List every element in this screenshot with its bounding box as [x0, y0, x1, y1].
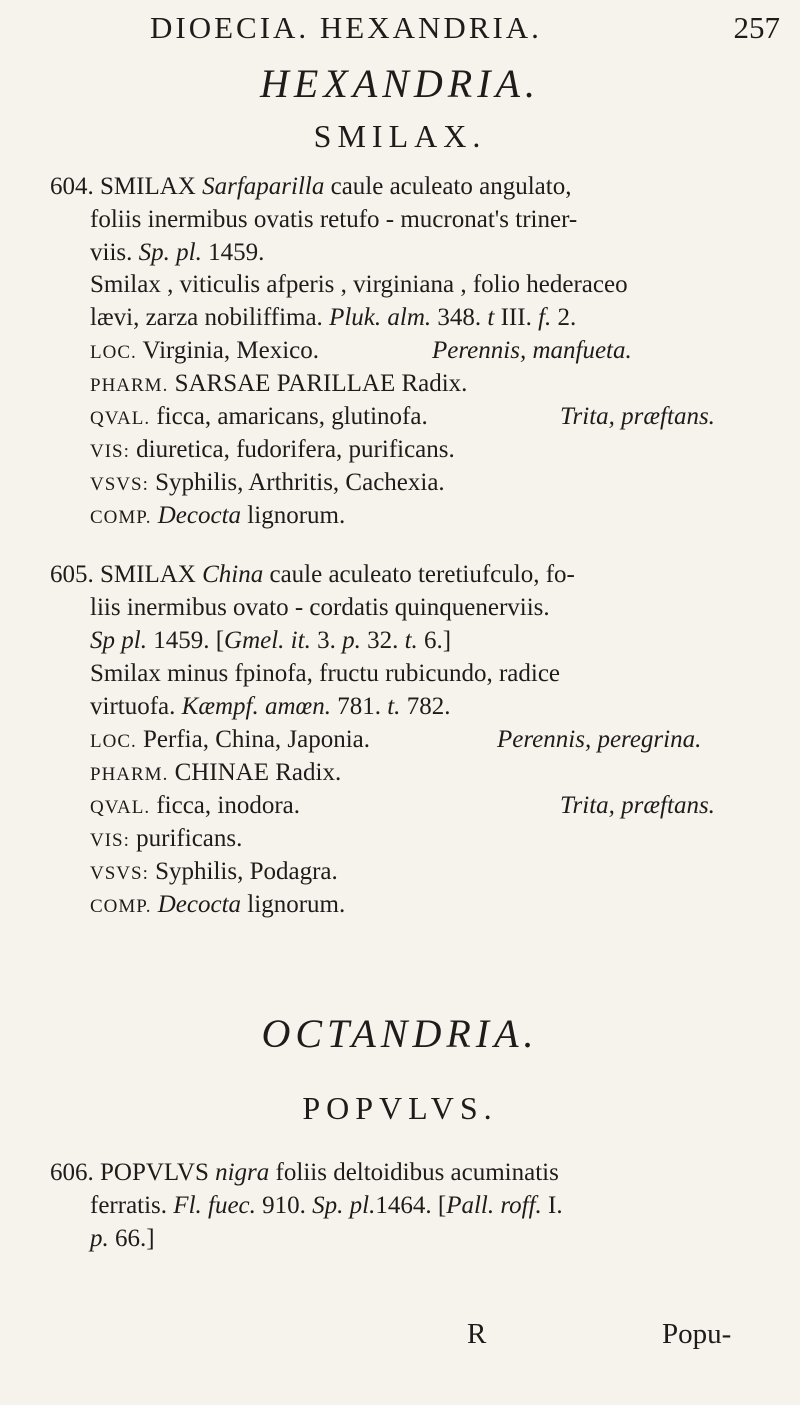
citation: t.	[404, 627, 418, 654]
entry-line-pharm	[90, 758, 341, 790]
field-label: VSVS:	[90, 474, 149, 495]
text-run: ficca, inodora.	[150, 792, 301, 819]
text-run: Virginia, Mexico.	[136, 337, 320, 364]
entry-line-qval	[90, 791, 300, 823]
entry-line	[50, 172, 571, 202]
entry-line-loc	[90, 336, 319, 368]
entry-line	[90, 659, 560, 689]
page-footer	[0, 1318, 800, 1358]
class-heading-octandria: OCTANDRIA.	[261, 1011, 539, 1056]
running-title: DIOECIA. HEXANDRIA.	[150, 10, 542, 45]
citation: Sp. pl.	[312, 1192, 376, 1219]
citation: t	[487, 304, 495, 331]
text-run: Smilax , viticulis afperis , virginiana , folio hederaceo	[90, 271, 628, 298]
text-run: caule aculeato teretiufculo, fo-	[263, 561, 575, 588]
text-run: foliis inermibus ovatis retufo - mucronat's triner-	[90, 206, 578, 233]
entry-line-vsvs	[90, 468, 445, 500]
text-run: SMILAX	[100, 173, 203, 200]
entry-number: 604.	[50, 173, 94, 200]
citation: Fl. fuec.	[173, 1192, 256, 1219]
text-run: 1464. [	[375, 1192, 447, 1219]
text-run: 32.	[360, 627, 405, 654]
entry-line	[90, 1224, 155, 1254]
species-name: nigra	[215, 1159, 270, 1186]
text-run: Syphilis, Podagra.	[148, 858, 338, 885]
entry-number: 605.	[50, 561, 94, 588]
text-run: 2.	[551, 304, 577, 331]
entry-line	[90, 205, 577, 235]
field-label: PHARM.	[90, 375, 169, 396]
field-label: QVAL.	[90, 408, 151, 429]
entry-line	[90, 238, 264, 268]
field-label: LOC.	[90, 342, 137, 363]
text-run: foliis deltoidibus acuminatis	[269, 1159, 559, 1186]
text-run: lignorum.	[241, 502, 346, 529]
field-label: VSVS:	[90, 863, 149, 884]
genus-heading-smilax: SMILAX.	[313, 118, 487, 154]
entry-line-loc	[90, 725, 370, 757]
text-run: 1459. [	[146, 627, 225, 654]
field-label: VIS:	[90, 441, 130, 462]
text-run: 66.]	[108, 1225, 155, 1252]
text-run: 3.	[310, 627, 343, 654]
text-run: Smilax minus fpinofa, fructu rubicundo, radice	[90, 660, 561, 687]
text-run: SARSAE PARILLAE Radix.	[168, 370, 468, 397]
entry-line-vsvs	[90, 857, 338, 889]
text-run: SMILAX	[100, 561, 203, 588]
text-run: 781.	[330, 693, 388, 720]
catchword: Popu-	[662, 1318, 732, 1350]
citation: p.	[90, 1225, 109, 1252]
text-run: I.	[541, 1192, 563, 1219]
entry-line	[90, 593, 550, 623]
text-run: POPVLVS	[100, 1159, 216, 1186]
field-label: LOC.	[90, 731, 137, 752]
text-run: 1459.	[201, 239, 265, 266]
citation: p.	[342, 627, 361, 654]
field-label: PHARM.	[90, 764, 169, 785]
field-label: COMP.	[90, 896, 152, 917]
entry-line	[90, 692, 450, 722]
citation: Sp pl.	[90, 627, 147, 654]
entry-note: Perennis, manfueta.	[432, 337, 632, 364]
field-label: COMP.	[90, 507, 152, 528]
entry-line	[90, 626, 451, 656]
text-run: CHINAE Radix.	[168, 759, 342, 786]
text-run: viis.	[90, 239, 139, 266]
citation: Sp. pl.	[138, 239, 202, 266]
genus-heading-populus: POPVLVS.	[302, 1090, 498, 1126]
text-run: diuretica, fudorifera, purificans.	[129, 436, 455, 463]
citation: Kæmpf. amœn.	[181, 693, 331, 720]
entry-line-comp	[90, 501, 345, 533]
citation: t.	[387, 693, 401, 720]
entry-line-qval	[90, 402, 428, 434]
text-run: lævi, zarza nobiliffima.	[90, 304, 330, 331]
text-run: 348.	[431, 304, 488, 331]
entry-line	[90, 1191, 563, 1221]
field-label: VIS:	[90, 830, 130, 851]
species-name: China	[202, 561, 264, 588]
text-run: III.	[494, 304, 539, 331]
entry-line	[50, 560, 575, 590]
text-run: Decocta	[151, 502, 242, 529]
citation: Pluk. alm.	[329, 304, 432, 331]
entry-line-comp	[90, 890, 345, 922]
text-run: ficca, amaricans, glutinofa.	[150, 403, 428, 430]
citation: Pall. roff.	[446, 1192, 542, 1219]
text-run: virtuofa.	[90, 693, 182, 720]
text-run: Syphilis, Arthritis, Cachexia.	[148, 469, 445, 496]
text-run: ferratis.	[90, 1192, 174, 1219]
page-number: 257	[733, 10, 780, 45]
signature-mark: R	[467, 1318, 487, 1350]
entry-note: Trita, præftans.	[560, 403, 715, 430]
text-run: liis inermibus ovato - cordatis quinquenerviis.	[90, 594, 550, 621]
entry-line	[90, 270, 628, 300]
text-run: 782.	[400, 693, 451, 720]
text-run: 6.]	[417, 627, 452, 654]
text-run: caule aculeato angulato,	[324, 173, 572, 200]
text-run: Decocta	[151, 891, 242, 918]
entry-line-vis	[90, 824, 242, 856]
text-run: purificans.	[129, 825, 243, 852]
citation: f.	[538, 304, 552, 331]
running-head	[150, 10, 780, 54]
entry-line-pharm	[90, 369, 467, 401]
text-run: Perfia, China, Japonia.	[136, 726, 371, 753]
field-label: QVAL.	[90, 797, 151, 818]
entry-number: 606.	[50, 1159, 94, 1186]
text-run: lignorum.	[241, 891, 346, 918]
text-run: 910.	[255, 1192, 313, 1219]
citation: Gmel. it.	[224, 627, 311, 654]
entry-note: Perennis, peregrina.	[497, 726, 702, 753]
class-heading-hexandria: HEXANDRIA.	[260, 61, 540, 106]
entry-line	[50, 1158, 559, 1188]
species-name: Sarfaparilla	[202, 173, 325, 200]
entry-line	[90, 303, 576, 333]
entry-note: Trita, præftans.	[560, 792, 715, 819]
entry-line-vis	[90, 435, 455, 467]
